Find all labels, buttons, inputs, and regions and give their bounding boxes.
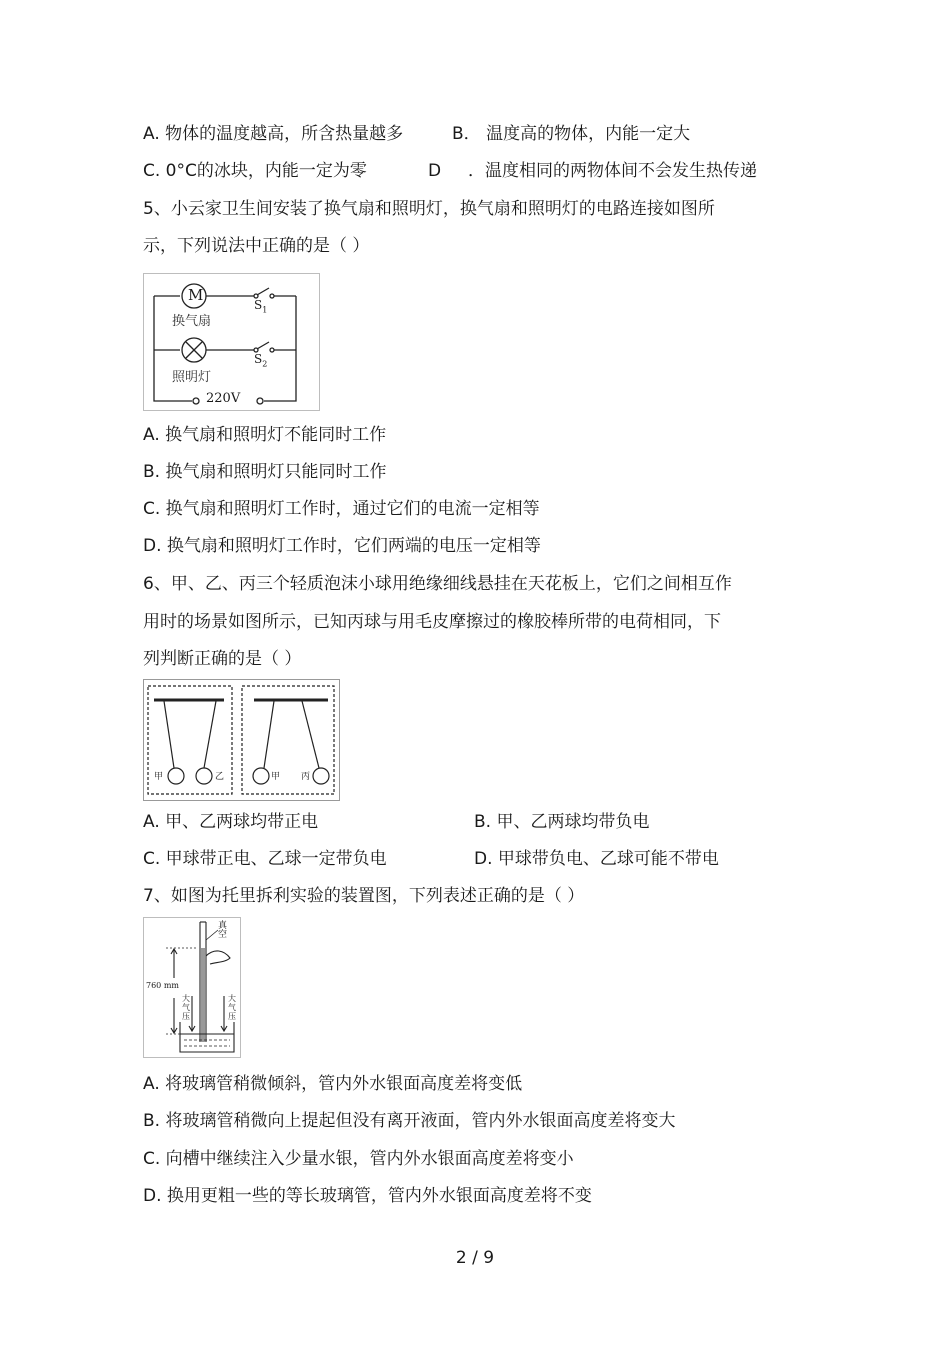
torricelli-diagram [143,917,241,1058]
q7-option-d: D. 换用更粗一些的等长玻璃管，管内外水银面高度差将不变 [143,1186,592,1206]
q4-option-d-letter: D [428,161,442,181]
motor-symbol: M [188,286,204,304]
q7-option-a: A. 将玻璃管稍微倾斜，管内外水银面高度差将变低 [143,1074,523,1094]
q5-option-a: A. 换气扇和照明灯不能同时工作 [143,425,387,445]
ball-jia-right [253,768,269,784]
q7-option-b: B. 将玻璃管稍微向上提起但没有离开液面，管内外水银面高度差将变大 [143,1111,676,1131]
q5-stem-line2: 示，下列说法中正确的是（ ） [143,236,370,256]
ball-bing [313,768,329,784]
page-number: 2 / 9 [455,1248,495,1268]
label-bing: 丙 [301,772,311,782]
label-jia-right: 甲 [271,772,281,782]
fan-label: 换气扇 [172,314,212,329]
q4-option-c: C. 0°C的冰块，内能一定为零 [143,161,367,181]
q4-option-d: ．温度相同的两物体间不会发生热传递 [468,161,757,181]
q6-option-b: B. 甲、乙两球均带负电 [474,812,650,832]
switch-s2-label: $S_2$ [254,352,268,369]
q6-option-d: D. 甲球带负电、乙球可能不带电 [474,849,719,869]
q7-option-c: C. 向槽中继续注入少量水银，管内外水银面高度差将变小 [143,1149,574,1169]
lamp-label: 照明灯 [172,370,212,385]
q7-stem: 7、如图为托里拆利实验的装置图，下列表述正确的是（ ） [143,886,585,906]
label-jia-left: 甲 [154,772,164,782]
label-vacuum: 真空 [218,921,228,940]
q6-option-a: A. 甲、乙两球均带正电 [143,812,319,832]
q4-option-b: B． 温度高的物体，内能一定大 [452,124,691,144]
q4-option-a: A. 物体的温度越高，所含热量越多 [143,124,404,144]
q6-stem-line3: 列判断正确的是（ ） [143,649,302,669]
ball-jia-left [168,768,184,784]
q5-stem-line1: 5、小云家卫生间安装了换气扇和照明灯，换气扇和照明灯的电路连接如图所 [143,199,715,219]
q5-option-d: D. 换气扇和照明灯工作时，它们两端的电压一定相等 [143,536,541,556]
q6-stem-line1: 6、甲、乙、丙三个轻质泡沫小球用绝缘细线悬挂在天花板上，它们之间相互作 [143,574,732,594]
q6-option-c: C. 甲球带正电、乙球一定带负电 [143,849,387,869]
q5-option-b: B. 换气扇和照明灯只能同时工作 [143,462,387,482]
label-atm-inner: 大气压 [182,994,190,1021]
label-yi: 乙 [215,772,225,782]
switch-s1-label: $S_1$ [254,298,268,315]
q5-option-c: C. 换气扇和照明灯工作时，通过它们的电流一定相等 [143,499,540,519]
label-atm-outer: 大气压 [228,994,236,1021]
ball-yi [196,768,212,784]
q6-stem-line2: 用时的场景如图所示，已知丙球与用毛皮摩擦过的橡胶棒所带的电荷相同，下 [143,612,721,632]
voltage-label: 220V [206,391,241,406]
charged-balls-diagram [143,679,340,801]
label-760mm: 760 mm [146,981,179,990]
circuit-diagram [143,273,320,411]
